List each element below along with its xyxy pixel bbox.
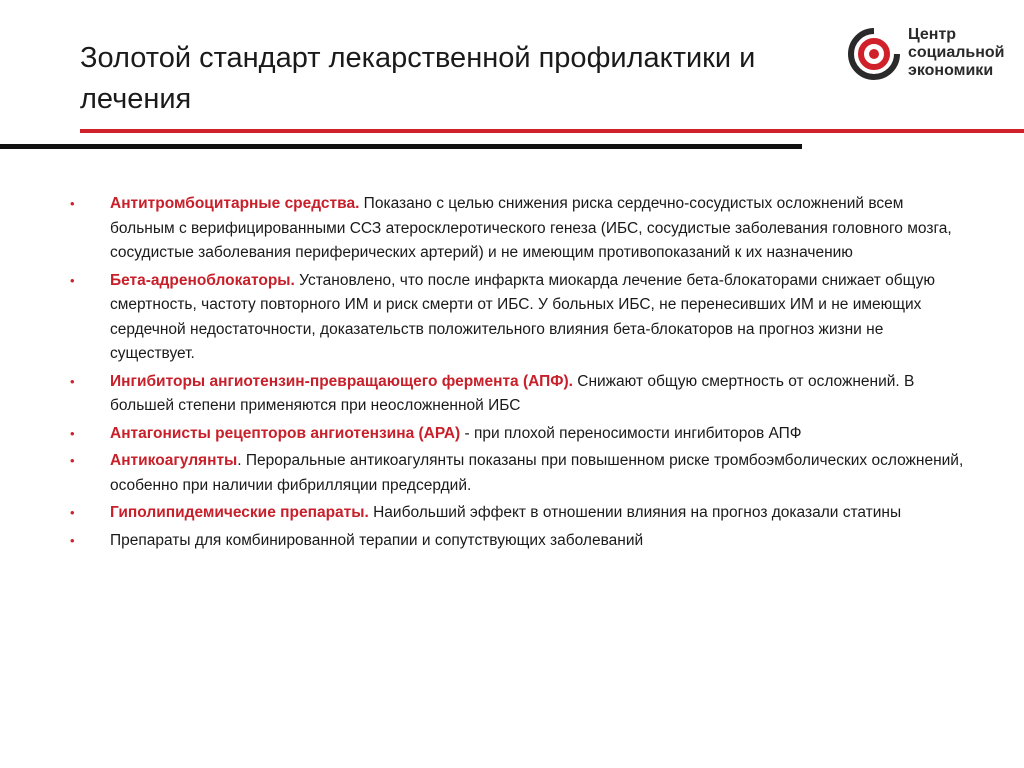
- logo-line-3: экономики: [908, 62, 994, 79]
- item-text: Установлено, что после инфаркта миокарда лечение бета-блокаторами снижает общую смертность, частоту повторного ИМ и риск смерти от ИБС. У больных ИБС, не перенесивших ИМ и не имеющих сердечной недостаточности, доказательств положительного влияния бета-блокаторов на прогноз жизни не существует.: [110, 271, 935, 362]
- list-item: [70, 501, 970, 526]
- item-text: Показано с целью снижения риска сердечно-сосудистых осложнений всем больным с верифицированными ССЗ атеросклеротического генеза (ИБС, сосудистые заболевания головного мозга, сосудистые заболевания периферических артерий) и не имеющим противопоказаний к их назначению: [110, 195, 952, 261]
- item-text: Наибольший эффект в отношении влияния на прогноз доказали статины: [368, 504, 902, 521]
- list-item: [70, 269, 970, 367]
- bullet-icon: •: [70, 532, 75, 548]
- list-item: [70, 449, 970, 498]
- list-item: [70, 370, 970, 419]
- bullet-list: [70, 192, 970, 553]
- logo-text: [908, 26, 1005, 80]
- item-term: Антикоагулянты: [110, 452, 238, 469]
- logo-line-2: социальной: [908, 44, 1005, 61]
- item-text: Препараты для комбинированной терапии и сопутствующих заболеваний: [110, 531, 644, 549]
- item-term: Антагонисты рецепторов ангиотензина (АРА): [110, 424, 461, 442]
- bullet-icon: •: [70, 505, 75, 520]
- bullet-icon: •: [70, 453, 75, 468]
- accent-divider: [80, 129, 1024, 133]
- list-item: [70, 192, 970, 266]
- list-item: [70, 529, 970, 554]
- item-text: - при плохой переносимости ингибиторов АПФ: [460, 424, 802, 442]
- bullet-icon: •: [70, 272, 75, 288]
- list-item: [70, 422, 970, 447]
- bullet-icon: •: [70, 425, 75, 441]
- logo: [848, 24, 1018, 104]
- item-text: . Пероральные антикоагулянты показаны при повышенном риске тромбоэмболических осложнений, особенно при наличии фибрилляции предсердий.: [110, 452, 964, 494]
- item-term: Бета-адреноблокаторы.: [110, 271, 295, 289]
- item-term: Ингибиторы ангиотензин-превращающего фермента (АПФ).: [110, 372, 573, 390]
- bullet-icon: •: [70, 373, 75, 389]
- item-text: Снижают общую смертность от осложнений. В большей степени применяются при неосложненной ИБС: [110, 372, 915, 414]
- title-divider: [0, 144, 802, 149]
- item-term: Антитромбоцитарные средства.: [110, 195, 360, 212]
- item-term: Гиполипидемические препараты.: [110, 504, 369, 521]
- bullet-icon: •: [70, 196, 75, 211]
- logo-line-1: Центр: [908, 26, 957, 43]
- slide-title: Золотой стандарт лекарственной профилактики и лечения: [80, 42, 756, 115]
- logo-mark-icon: [848, 28, 900, 80]
- bullet-list-container: [70, 192, 970, 556]
